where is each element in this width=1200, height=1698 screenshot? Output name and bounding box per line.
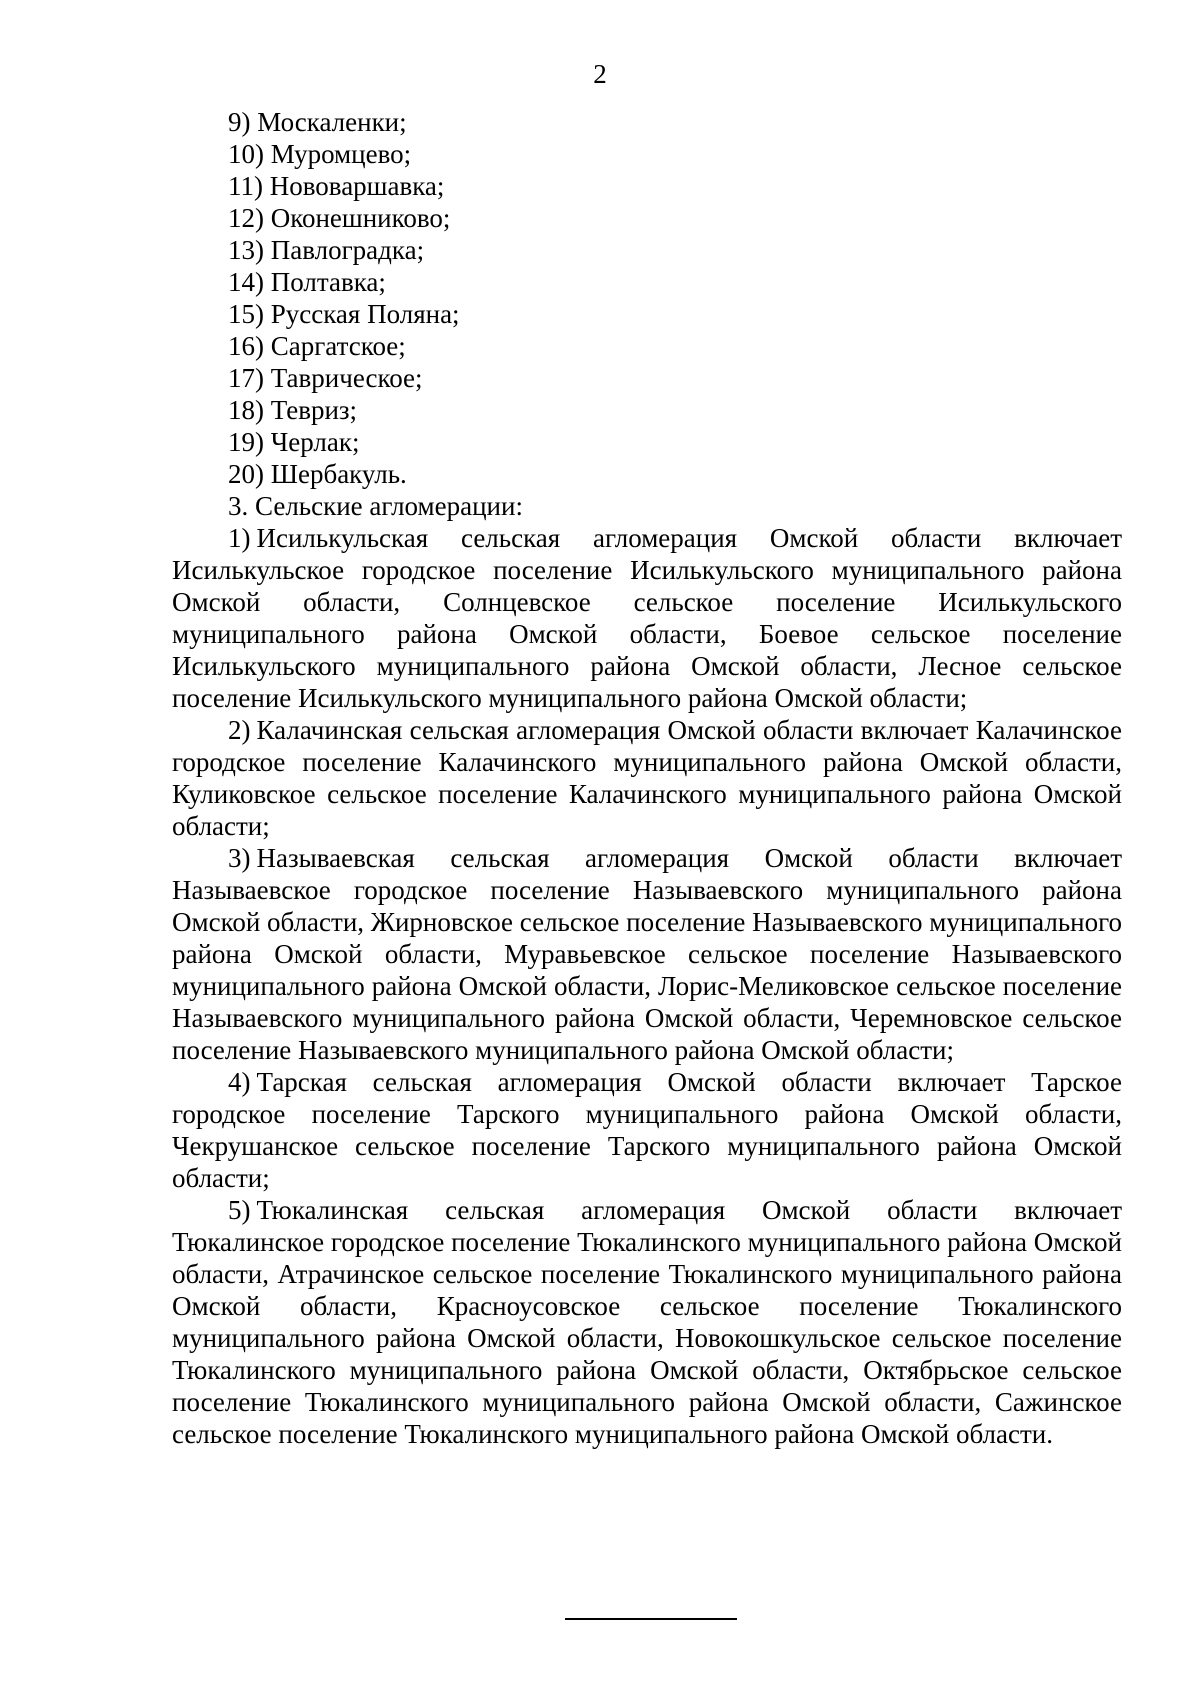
paragraph-text: Калачинская сельская агломерация Омской области включает Калачинское городское поселение Калачинского муниципального района Омской области, Куликовское сельское поселение Калачинского муниципального района Омской области; xyxy=(172,715,1122,841)
page-number: 2 xyxy=(593,59,607,89)
list-item: 19) Черлак; xyxy=(228,427,360,457)
list-item: 9) Москаленки; xyxy=(228,107,407,137)
list-item: 16) Саргатское; xyxy=(228,331,406,361)
list-item: 11) Нововаршавка; xyxy=(228,171,445,201)
agglomeration-paragraph xyxy=(172,522,1122,714)
list-item: 17) Таврическое; xyxy=(228,363,423,393)
paragraph-text: Называевская сельская агломерация Омской области включает Называевское городское поселение Называевского муниципального района Омской области, Жирновское сельское поселение Называевского муниципального района Омской области, Муравьевское сельское поселение Называевского муниципального района Омской области, Лорис-Меликовское сельское поселение Называевского муниципального района Омской области, Черемновское сельское поселение Называевского муниципального района Омской области; xyxy=(172,843,1122,1065)
list-item: 18) Тевриз; xyxy=(228,395,358,425)
paragraph-text: Тарская сельская агломерация Омской области включает Тарское городское поселение Тарского муниципального района Омской области, Чекрушанское сельское поселение Тарского муниципального района Омской области; xyxy=(172,1067,1122,1193)
list-item: 10) Муромцево; xyxy=(228,139,412,169)
list-item: 15) Русская Поляна; xyxy=(228,299,460,329)
paragraph-number: 2) xyxy=(228,715,251,745)
paragraph-text: Исилькульская сельская агломерация Омской области включает Исилькульское городское поселение Исилькульского муниципального района Омской области, Солнцевское сельское поселение Исилькульского муниципального района Омской области, Боевое сельское поселение Исилькульского муниципального района Омской области, Лесное сельское поселение Исилькульского муниципального района Омской области; xyxy=(172,523,1122,713)
paragraph-text: Тюкалинская сельская агломерация Омской области включает Тюкалинское городское поселение Тюкалинского муниципального района Омской области, Атрачинское сельское поселение Тюкалинского муниципального района Омской области, Красноусовское сельское поселение Тюкалинского муниципального района Омской области, Новокошкульское сельское поселение Тюкалинского муниципального района Омской области, Октябрьское сельское поселение Тюкалинского муниципального района Омской области, Сажинское сельское поселение Тюкалинского муниципального района Омской области. xyxy=(172,1195,1122,1449)
document-body xyxy=(172,106,1122,1450)
section-heading: 3. Сельские агломерации: xyxy=(228,491,523,521)
paragraph-number: 4) xyxy=(228,1067,251,1097)
agglomeration-paragraph xyxy=(172,1066,1122,1194)
list-item: 20) Шербакуль. xyxy=(228,459,407,489)
agglomeration-paragraph xyxy=(172,1194,1122,1450)
agglomeration-paragraph xyxy=(172,842,1122,1066)
paragraph-number: 1) xyxy=(228,523,251,553)
list-item: 13) Павлоградка; xyxy=(228,235,425,265)
agglomeration-paragraph xyxy=(172,714,1122,842)
list-item: 12) Оконешниково; xyxy=(228,203,451,233)
list-item: 14) Полтавка; xyxy=(228,267,386,297)
paragraph-number: 3) xyxy=(228,843,251,873)
paragraph-number: 5) xyxy=(228,1195,251,1225)
end-divider xyxy=(565,1618,737,1620)
